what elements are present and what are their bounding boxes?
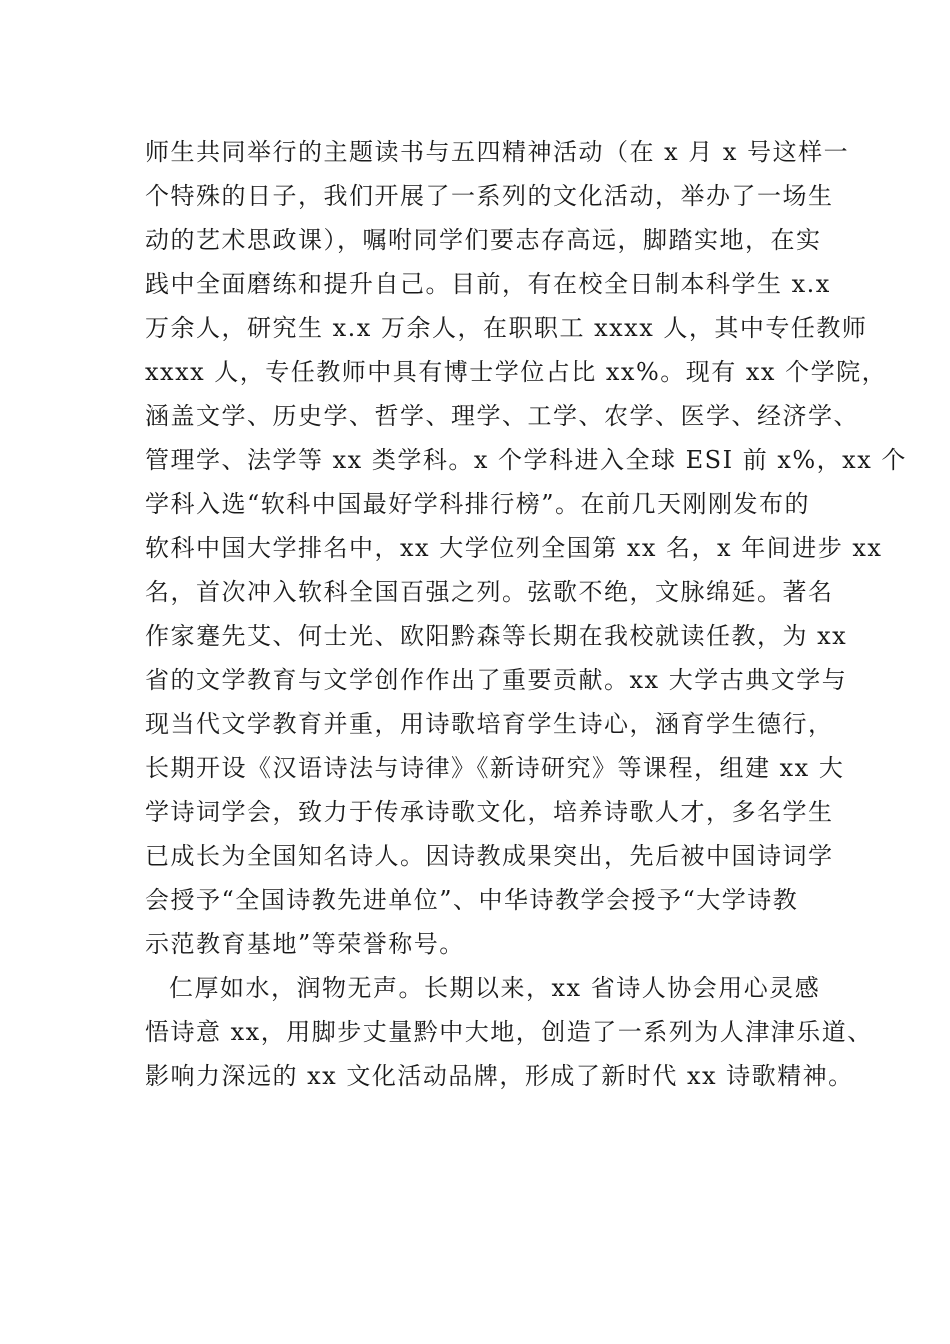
text-line: 名，首次冲入软科全国百强之列。弦歌不绝，文脉绵延。著名 xyxy=(145,578,834,606)
text-line: 现当代文学教育并重，用诗歌培育学生诗心，涵育学生德行， xyxy=(145,710,834,738)
text-line: 动的艺术思政课），嘱咐同学们要志存高远，脚踏实地，在实 xyxy=(145,226,822,254)
paragraph-2 xyxy=(145,966,873,1098)
text-line: 影响力深远的 xx 文化活动品牌，形成了新时代 xx 诗歌精神。 xyxy=(145,1062,854,1090)
text-line: 长期开设《汉语诗法与诗律》《新诗研究》等课程，组建 xx 大 xyxy=(145,754,845,782)
text-line: 仁厚如水，润物无声。长期以来，xx 省诗人协会用心灵感 xyxy=(169,974,821,1002)
text-line: 师生共同举行的主题读书与五四精神活动（在 x 月 x 号这样一 xyxy=(145,138,850,166)
text-line: 学诗词学会，致力于传承诗歌文化，培养诗歌人才，多名学生 xyxy=(145,798,834,826)
text-line: 会授予“全国诗教先进单位”、中华诗教学会授予“大学诗教 xyxy=(145,886,799,914)
text-line: 悟诗意 xx，用脚步丈量黔中大地，创造了一系列为人津津乐道、 xyxy=(145,1018,873,1046)
text-line: 软科中国大学排名中，xx 大学位列全国第 xx 名，x 年间进步 xx xyxy=(145,534,883,562)
text-line: 践中全面磨练和提升自己。目前，有在校全日制本科学生 x.x xyxy=(145,270,831,298)
text-line: 示范教育基地”等荣誉称号。 xyxy=(145,930,465,958)
text-line: 作家蹇先艾、何士光、欧阳黔森等长期在我校就读任教，为 xx xyxy=(145,622,848,650)
text-line: 省的文学教育与文学创作作出了重要贡献。xx 大学古典文学与 xyxy=(145,666,848,694)
document-body xyxy=(145,130,907,1098)
text-line: 管理学、法学等 xx 类学科。x 个学科进入全球 ESI 前 x%，xx 个 xyxy=(145,446,907,474)
text-line: 个特殊的日子，我们开展了一系列的文化活动，举办了一场生 xyxy=(145,182,834,210)
text-line: 万余人，研究生 x.x 万余人，在职职工 xxxx 人，其中专任教师 xyxy=(145,314,868,342)
text-line: xxxx 人，专任教师中具有博士学位占比 xx%。现有 xx 个学院， xyxy=(145,358,888,386)
text-line: 涵盖文学、历史学、哲学、理学、工学、农学、医学、经济学、 xyxy=(145,402,859,430)
paragraph-1 xyxy=(145,130,907,966)
text-line: 学科入选“软科中国最好学科排行榜”。在前几天刚刚发布的 xyxy=(145,490,811,518)
text-line: 已成长为全国知名诗人。因诗教成果突出，先后被中国诗词学 xyxy=(145,842,834,870)
